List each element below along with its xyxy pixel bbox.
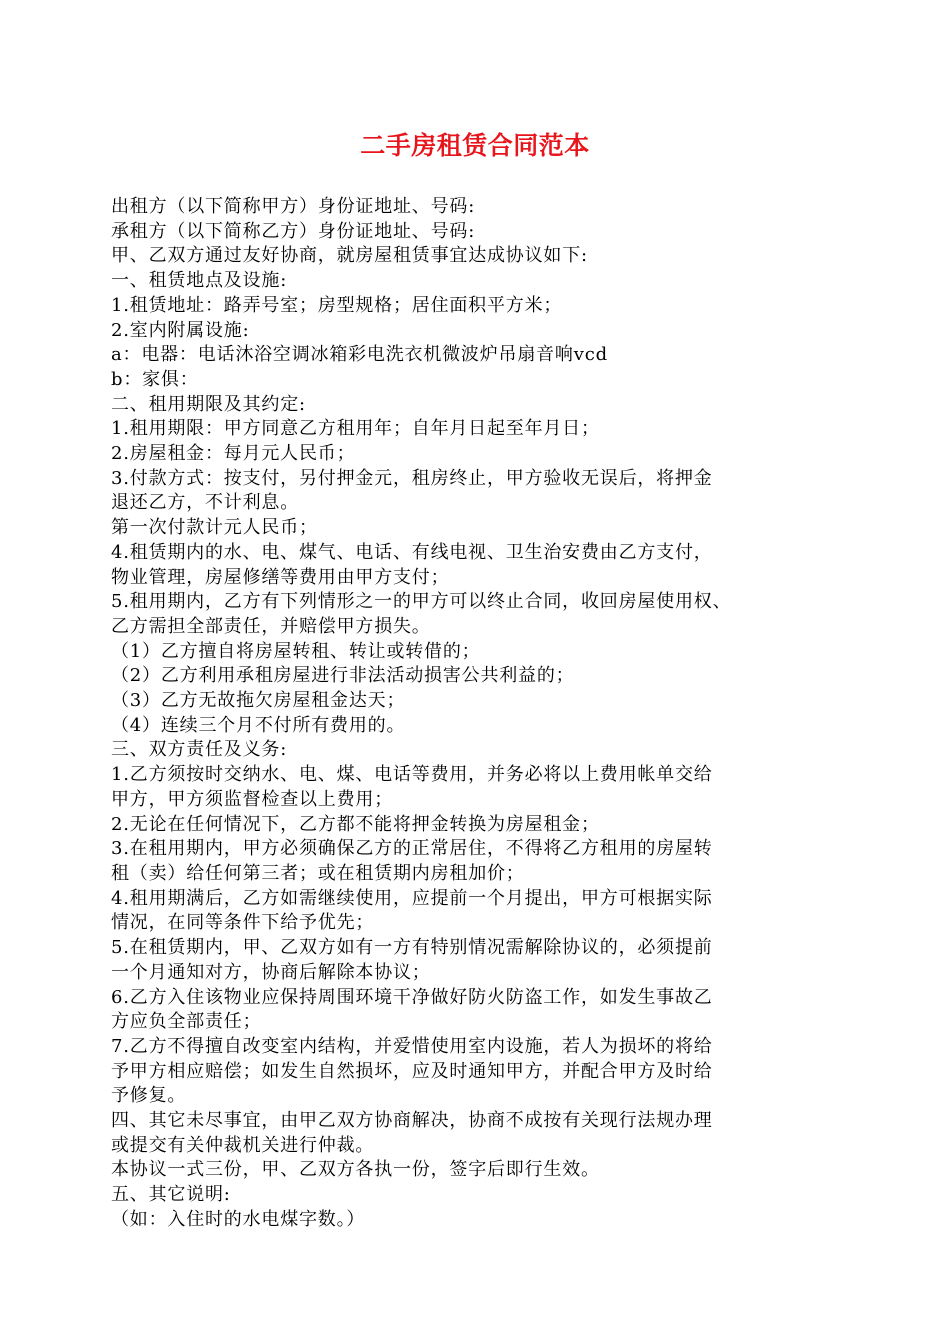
contract-line: b：家俱： [111, 368, 199, 390]
contract-line: 一、租赁地点及设施: [111, 270, 288, 292]
contract-line: 3.在租用期内，甲方必须确保乙方的正常居住，不得将乙方租用的房屋转 [111, 838, 713, 860]
contract-line: 甲方，甲方须监督检查以上费用； [111, 788, 393, 810]
contract-line: 三、双方责任及义务: [111, 739, 288, 761]
contract-line: 甲、乙双方通过友好协商，就房屋租赁事宜达成协议如下: [111, 245, 588, 267]
contract-line: （2）乙方利用承租房屋进行非法活动损害公共利益的； [111, 665, 575, 687]
contract-line: 3.付款方式：按支付，另付押金元，租房终止，甲方验收无误后，将押金 [111, 467, 713, 489]
contract-line: 承租方（以下简称乙方）身份证地址、号码: [111, 220, 476, 242]
contract-line: 予修复。 [111, 1085, 187, 1107]
contract-line: 物业管理，房屋修缮等费用由甲方支付； [111, 566, 450, 588]
contract-line: 4.租用期满后，乙方如需继续使用，应提前一个月提出，甲方可根据实际 [111, 887, 713, 909]
contract-line: 情况，在同等条件下给予优先； [111, 912, 375, 934]
contract-line: （4）连续三个月不付所有费用的。 [111, 714, 406, 736]
contract-line: 五、其它说明: [111, 1184, 231, 1206]
contract-line: 2.室内附属设施: [111, 319, 250, 341]
contract-line: 第一次付款计元人民币； [111, 517, 318, 539]
contract-line: 本协议一式三份，甲、乙双方各执一份，签字后即行生效。 [111, 1159, 600, 1181]
contract-line: 5.租用期内，乙方有下列情形之一的甲方可以终止合同，收回房屋使用权、 [111, 591, 732, 613]
contract-line: 1.租赁地址：路弄号室；房型规格；居住面积平方米； [111, 294, 563, 316]
contract-line: 予甲方相应赔偿；如发生自然损坏，应及时通知甲方，并配合甲方及时给 [111, 1060, 713, 1082]
contract-line: 2.房屋租金：每月元人民币； [111, 443, 356, 465]
contract-line: 方应负全部责任； [111, 1011, 262, 1033]
contract-line: 乙方需担全部责任，并赔偿甲方损失。 [111, 615, 431, 637]
contract-line: （1）乙方擅自将房屋转租、转让或转借的； [111, 640, 481, 662]
contract-line: 租（卖）给任何第三者；或在租赁期内房租加价； [111, 862, 525, 884]
contract-body [111, 195, 846, 1233]
contract-line: 退还乙方，不计利息。 [111, 492, 299, 514]
contract-line: 出租方（以下简称甲方）身份证地址、号码: [111, 196, 476, 217]
document-title: 二手房租赁合同范本 [360, 131, 590, 160]
contract-line: 1.租用期限：甲方同意乙方租用年；自年月日起至年月日； [111, 418, 600, 440]
contract-line: 二、租用期限及其约定: [111, 393, 306, 415]
contract-line: 或提交有关仲裁机关进行仲裁。 [111, 1134, 375, 1156]
contract-line: 一个月通知对方，协商后解除本协议； [111, 961, 431, 983]
contract-line: 2.无论在任何情况下，乙方都不能将押金转换为房屋租金； [111, 813, 600, 835]
contract-line: 1.乙方须按时交纳水、电、煤、电话等费用，并务必将以上费用帐单交给 [111, 764, 713, 786]
contract-line: a：电器：电话沐浴空调冰箱彩电洗衣机微波炉吊扇音响vcd [111, 344, 608, 366]
contract-line: （如：入住时的水电煤字数。） [111, 1208, 366, 1230]
contract-line: 7.乙方不得擅自改变室内结构，并爱惜使用室内设施，若人为损坏的将给 [111, 1035, 713, 1057]
contract-line: （3）乙方无故拖欠房屋租金达天； [111, 690, 406, 712]
contract-line: 4.租赁期内的水、电、煤气、电话、有线电视、卫生治安费由乙方支付， [111, 541, 713, 563]
contract-line: 6.乙方入住该物业应保持周围环境干净做好防火防盗工作，如发生事故乙 [111, 986, 713, 1008]
contract-line: 四、其它未尽事宜，由甲乙双方协商解决，协商不成按有关现行法规办理 [111, 1110, 713, 1132]
contract-line: 5.在租赁期内，甲、乙双方如有一方有特别情况需解除协议的，必须提前 [111, 937, 713, 959]
